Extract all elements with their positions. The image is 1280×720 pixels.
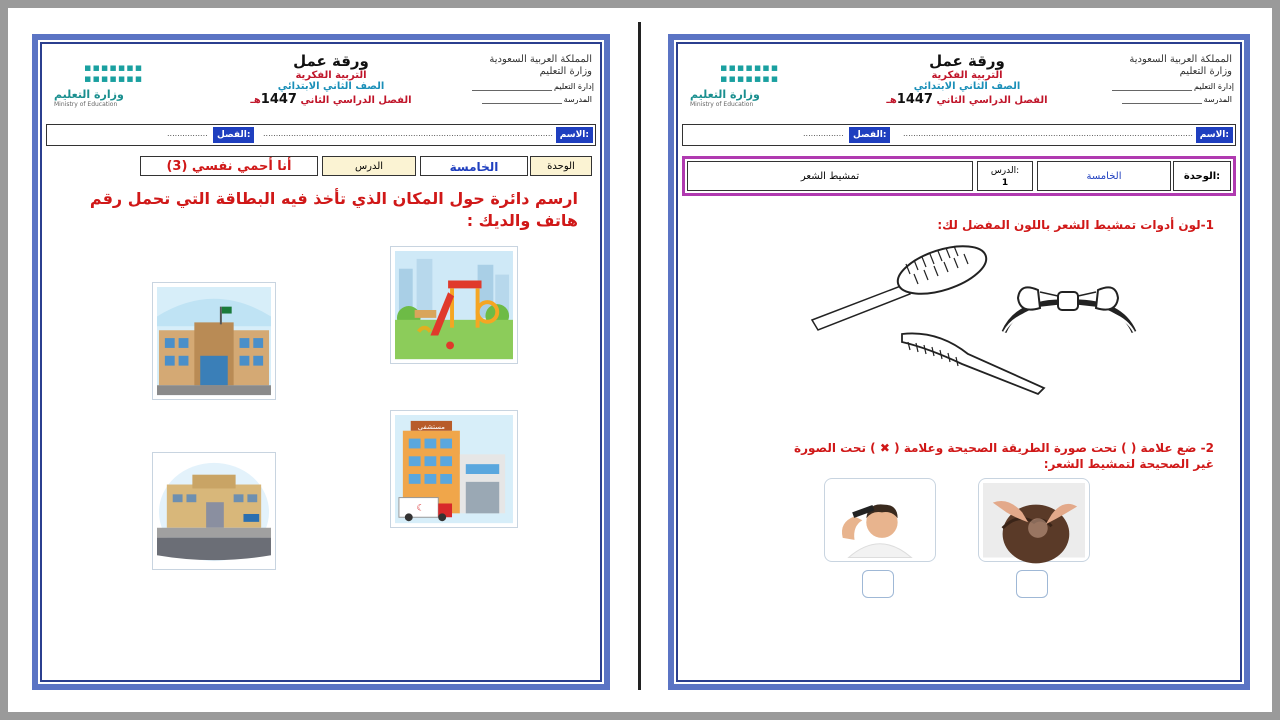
ministry-logo-icon: ▪▪▪▪▪▪▪ ▪▪▪▪▪▪▪ — [720, 61, 780, 85]
lesson-value: أنا أحمي نفسي (3) — [140, 156, 318, 176]
worksheet-title: ورقة عمل — [929, 52, 1005, 70]
year: 1447 — [896, 92, 933, 107]
ministry-name-ar: وزارة التعليم — [54, 88, 124, 101]
name-field[interactable]: .................................................................................................................. — [903, 129, 1193, 138]
class-label: الفصل: — [849, 127, 890, 143]
boy-combing-picture — [829, 483, 931, 558]
park-card[interactable] — [390, 246, 518, 364]
hospital-sign: مستشفى — [417, 422, 445, 431]
lesson-label: الدرس: — [990, 166, 1020, 176]
worksheet-left — [32, 34, 610, 690]
ministry-name-en: Ministry of Education — [54, 101, 118, 108]
school-card[interactable] — [152, 282, 276, 400]
lesson-number: 1 — [1001, 178, 1009, 188]
worksheet-title-block — [226, 52, 436, 107]
school-picture — [157, 287, 271, 395]
edu-admin-label: إدارة التعليم — [554, 82, 594, 91]
answer-box-left[interactable] — [862, 570, 894, 598]
class-field[interactable]: ................ — [167, 129, 208, 138]
ministry-logo — [690, 62, 800, 108]
unit-value: الخامسة — [1037, 161, 1171, 191]
grade: الصف الثاني الابتدائي — [913, 81, 1021, 92]
center-divider — [638, 22, 641, 690]
unit-label: الوحدة — [530, 156, 592, 176]
lesson-value: تمشيط الشعر — [687, 161, 973, 191]
unit-value: الخامسة — [420, 156, 528, 176]
unit-lesson-box — [682, 156, 1236, 196]
ministry-name-en: Ministry of Education — [690, 101, 754, 108]
class-label: الفصل: — [213, 127, 254, 143]
park-picture — [395, 251, 513, 359]
term: الفصل الدراسي الثاني — [936, 95, 1048, 106]
year-suffix: هـ — [886, 95, 897, 106]
question-2 — [684, 440, 1214, 472]
hospital-picture — [395, 415, 513, 523]
worksheet-title-block — [862, 52, 1072, 107]
question-2-line-2: غير الصحيحة لتمشيط الشعر: — [1043, 457, 1214, 471]
kingdom-block — [472, 54, 592, 104]
term: الفصل الدراسي الثاني — [300, 95, 412, 106]
scalp-card — [978, 478, 1090, 562]
sheet-header — [46, 48, 596, 122]
subject: التربية الفكرية — [295, 70, 367, 81]
class-field[interactable]: ................ — [803, 129, 844, 138]
name-label: الاسم: — [556, 127, 593, 143]
comb-icon[interactable] — [898, 328, 1048, 398]
answer-box-right[interactable] — [1016, 570, 1048, 598]
subject: التربية الفكرية — [931, 70, 1003, 81]
question-2-line-1: 2- ضع علامة ( ) تحت صورة الطريقة الصحيحة وعلامة ( ✖ ) تحت الصورة — [794, 441, 1214, 455]
year-suffix: هـ — [250, 95, 261, 106]
name-field[interactable]: .................................................................................................................. — [263, 129, 553, 138]
name-bar — [46, 124, 596, 146]
grade: الصف الثاني الابتدائي — [277, 81, 385, 92]
police-station-card[interactable] — [152, 452, 276, 570]
question-text: ارسم دائرة حول المكان الذي تأخذ فيه البطاقة التي تحمل رقم هاتف والديك : — [89, 189, 578, 230]
school-label: المدرسة — [563, 95, 592, 104]
question-1: 1-لون أدوات تمشيط الشعر باللون المفضل لك: — [937, 218, 1214, 232]
year: 1447 — [260, 92, 297, 107]
police-station-picture — [157, 457, 271, 565]
sheet-header — [682, 48, 1236, 122]
ministry-logo-icon: ▪▪▪▪▪▪▪ ▪▪▪▪▪▪▪ — [84, 61, 144, 85]
kingdom-calligraphy: المملكة العربية السعودية وزارة التعليم — [1129, 54, 1232, 77]
worksheet-title: ورقة عمل — [293, 52, 369, 70]
unit-label: الوحدة: — [1173, 161, 1231, 191]
kingdom-block — [1112, 54, 1232, 104]
comb-boy-card — [824, 478, 936, 562]
svg-text:☾: ☾ — [416, 503, 425, 514]
hairbrush-icon[interactable] — [806, 244, 986, 334]
hospital-card[interactable] — [390, 410, 518, 528]
edu-admin-label: إدارة التعليم — [1194, 82, 1234, 91]
kingdom-calligraphy: المملكة العربية السعودية وزارة التعليم — [489, 54, 592, 77]
name-label: الاسم: — [1196, 127, 1233, 143]
school-label: المدرسة — [1203, 95, 1232, 104]
ministry-logo — [54, 62, 164, 108]
scratching-head-picture — [983, 483, 1085, 558]
name-bar — [682, 124, 1236, 146]
lesson-label: الدرس — [322, 156, 416, 176]
unit-lesson-row — [74, 156, 592, 178]
ministry-name-ar: وزارة التعليم — [690, 88, 760, 101]
worksheet-right — [668, 34, 1250, 690]
